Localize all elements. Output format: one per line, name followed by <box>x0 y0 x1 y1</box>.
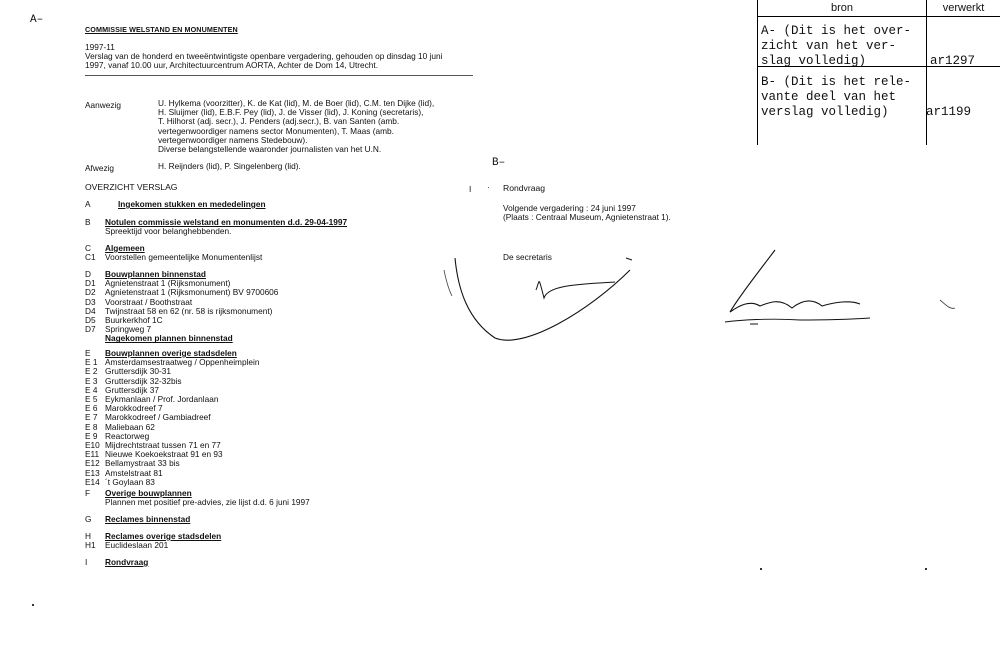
section-title: Overige bouwplannen <box>105 488 192 498</box>
item-text: Eykmanlaan / Prof. Jordanlaan <box>105 394 219 405</box>
item-text: Agnietenstraat 1 (Rijksmonument) BV 9700606 <box>105 287 279 298</box>
signature-stroke <box>730 250 860 312</box>
header-divider <box>85 75 473 76</box>
column-header-source: bron <box>758 0 926 17</box>
item-code: E 9 <box>85 430 98 441</box>
section-title: Bouwplannen binnenstad <box>105 269 206 279</box>
section-f <box>85 489 310 507</box>
document-title: COMMISSIE WELSTAND EN MONUMENTEN <box>85 25 238 34</box>
signature-stroke <box>725 318 870 322</box>
item-code: C1 <box>85 252 96 263</box>
next-meeting-line: Volgende vergadering : 24 juni 1997 <box>503 203 636 213</box>
section-h <box>85 532 221 550</box>
section-code: E <box>85 348 91 358</box>
item-code: E11 <box>85 449 100 460</box>
aanwezig-line: vertegenwoordiger namens Stedebouw). <box>158 134 308 145</box>
item-text: Gruttersdijk 32-32bis <box>105 375 182 386</box>
item-code: E10 <box>85 440 100 451</box>
rondvraag-code: I <box>469 184 472 194</box>
item-text: Bellamystraat 33 bis <box>105 458 180 469</box>
item-code: D1 <box>85 278 96 289</box>
item-code: E 7 <box>85 412 98 423</box>
section-code: C <box>85 243 91 253</box>
scan-speck <box>32 604 34 606</box>
source-note-a: A- (Dit is het over- zicht van het ver- slag volledig) <box>761 24 912 68</box>
section-a <box>85 200 266 209</box>
item-code: E12 <box>85 458 100 469</box>
section-title: Reclames overige stadsdelen <box>105 531 222 541</box>
annotation-table <box>757 0 1000 145</box>
section-code: F <box>85 488 91 498</box>
section-sub: Spreektijd voor belanghebbenden. <box>105 226 232 237</box>
item-text: Maliebaan 62 <box>105 421 155 432</box>
scan-speck <box>925 568 927 570</box>
item-text: Amsterdamsestraatweg / Oppenheimplein <box>105 357 260 368</box>
item-text: Gruttersdijk 37 <box>105 384 159 395</box>
item-code: E 4 <box>85 384 98 395</box>
aanwezig-line: T. Hilhorst (adj. secr.), J. Penders (adj.secr.), B. van Santen (amb. <box>158 116 400 127</box>
item-text: Mijdrechtstraat tussen 71 en 77 <box>105 440 221 451</box>
item-text: Voorstellen gemeentelijke Monumentenlijst <box>105 252 263 263</box>
section-code: G <box>85 514 92 524</box>
aanwezig-list <box>158 99 434 154</box>
overzicht-heading: OVERZICHT VERSLAG <box>85 182 178 192</box>
section-title: Reclames binnenstad <box>105 514 191 524</box>
item-code: E 2 <box>85 366 98 377</box>
bullet-tick: · <box>487 182 490 192</box>
item-code: E13 <box>85 467 100 478</box>
item-code: D5 <box>85 315 96 326</box>
item-text: Voorstraat / Boothstraat <box>105 296 193 307</box>
section-code: A <box>85 199 91 209</box>
section-code: H <box>85 531 91 541</box>
aanwezig-label: Aanwezig <box>85 100 121 110</box>
section-title: Rondvraag <box>105 557 149 567</box>
signature-drawing <box>440 240 1000 360</box>
table-column-divider <box>926 0 927 145</box>
item-code: E 1 <box>85 357 98 368</box>
item-code: E14 <box>85 476 100 487</box>
item-text: Amstelstraat 81 <box>105 467 163 478</box>
item-text: Marokkodreef / Gambiadreef <box>105 412 211 423</box>
afwezig-text: H. Reijnders (lid), P. Singelenberg (lid). <box>158 161 301 171</box>
item-text: Springweg 7 <box>105 324 152 335</box>
scan-speck <box>760 568 762 570</box>
meeting-number: 1997-11 <box>85 42 115 52</box>
section-e <box>85 349 260 487</box>
item-code: H1 <box>85 540 96 551</box>
section-g <box>85 515 190 524</box>
list-item <box>85 541 221 550</box>
item-code: D7 <box>85 324 96 335</box>
item-code: D4 <box>85 305 96 316</box>
meeting-description-line-1: Verslag van de honderd en tweeëntwintigste openbare vergadering, gehouden op dinsdag 10 juni <box>85 51 443 61</box>
afwezig-label: Afwezig <box>85 163 115 173</box>
signature-stroke <box>536 282 615 298</box>
item-text: Agnietenstraat 1 (Rijksmonument) <box>105 278 231 289</box>
section-title: Algemeen <box>105 243 145 253</box>
processed-ref-a: ar1297 <box>930 54 976 68</box>
margin-mark-a: A– <box>30 14 44 26</box>
table-border-left <box>757 0 758 145</box>
document-header <box>85 25 238 34</box>
aanwezig-line: U. Hylkema (voorzitter), K. de Kat (lid), M. de Boer (lid), C.M. ten Dijke (lid), <box>158 98 435 108</box>
margin-mark-b: B– <box>492 157 506 169</box>
item-text: Gruttersdijk 30-31 <box>105 366 171 377</box>
section-code: I <box>85 557 88 567</box>
next-meeting-place: (Plaats : Centraal Museum, Agnietenstraat 1). <box>503 212 671 222</box>
item-text: Buurkerkhof 1C <box>105 315 163 326</box>
section-title: Ingekomen stukken en mededelingen <box>118 199 266 209</box>
aanwezig-line: vertegenwoordiger namens sector Monumenten), T. Maas (amb. <box>158 125 394 136</box>
section-code: D <box>85 269 91 279</box>
section-code: B <box>85 217 91 227</box>
column-header-processed: verwerkt <box>927 0 1000 17</box>
meeting-description-line-2: 1997, vanaf 10.00 uur, Architectuurcentrum AORTA, Achter de Dom 14, Utrecht. <box>85 60 379 70</box>
section-b <box>85 218 347 236</box>
item-code: E 6 <box>85 403 98 414</box>
item-code: D3 <box>85 296 96 307</box>
source-note-b: B- (Dit is het rele- vante deel van het verslag volledig) <box>761 75 912 119</box>
rondvraag-title: Rondvraag <box>503 183 546 193</box>
item-text: Reactorweg <box>105 430 150 441</box>
section-i <box>85 558 148 567</box>
item-code: E 5 <box>85 394 98 405</box>
section-title: Notulen commissie welstand en monumenten d.d. 29-04-1997 <box>105 217 348 227</box>
nagekomen-heading: Nagekomen plannen binnenstad <box>105 333 233 344</box>
list-item <box>85 478 260 487</box>
signature-stroke <box>455 258 630 340</box>
item-code: E 8 <box>85 421 98 432</box>
signature-stroke <box>444 270 452 296</box>
processed-ref-b: ar1199 <box>926 105 972 119</box>
item-text: Marokkodreef 7 <box>105 403 163 414</box>
item-text: Twijnstraat 58 en 62 (nr. 58 is rijksmonument) <box>105 305 273 316</box>
signature-stroke <box>940 300 955 308</box>
aanwezig-line: H. Sluijmer (lid), E.B.F. Pey (lid), J. de Visser (lid), J. Koning (secretaris), <box>158 107 424 118</box>
section-title: Bouwplannen overige stadsdelen <box>105 348 237 358</box>
section-d <box>85 270 278 344</box>
section-sub: Plannen met positief pre-advies, zie lijst d.d. 6 juni 1997 <box>105 497 310 508</box>
signature-label: De secretaris <box>503 252 552 262</box>
item-text: ´t Goylaan 83 <box>105 476 155 487</box>
section-c <box>85 244 262 262</box>
signature-stroke <box>626 258 632 260</box>
item-code: D2 <box>85 287 96 298</box>
aanwezig-line: Diverse belangstellende waaronder journalisten van het U.N. <box>158 144 382 155</box>
item-text: Nieuwe Koekoekstraat 91 en 93 <box>105 449 223 460</box>
item-code: E 3 <box>85 375 98 386</box>
item-text: Euclideslaan 201 <box>105 540 169 551</box>
